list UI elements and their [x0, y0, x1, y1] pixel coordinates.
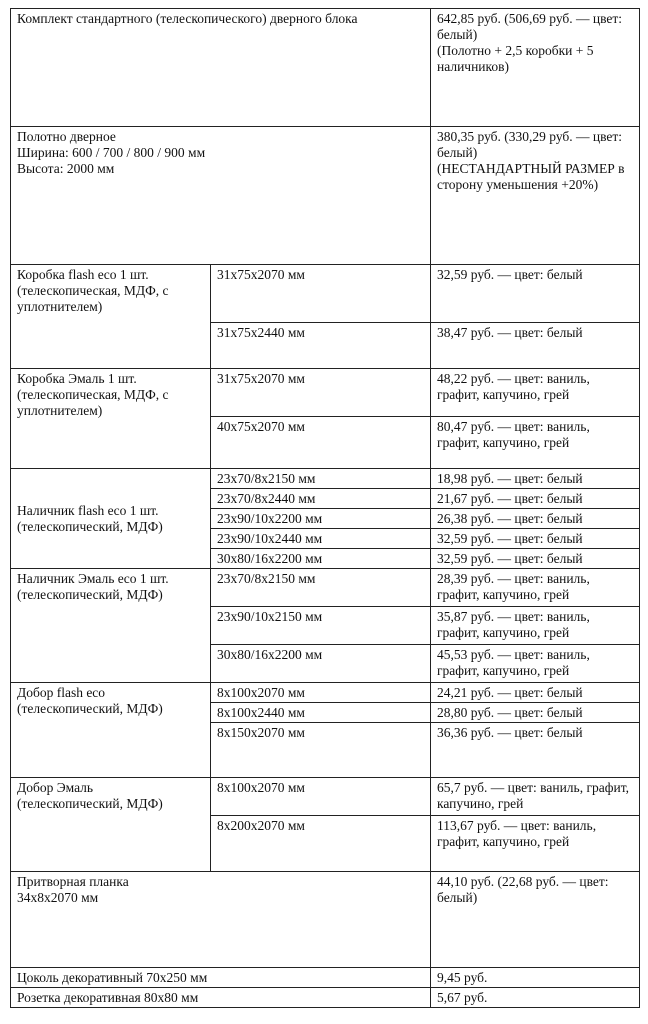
variant-price: 28,80 руб. — цвет: белый — [437, 705, 583, 720]
cell-price — [431, 549, 640, 569]
table-row-door-leaf — [11, 127, 640, 265]
cell-size — [211, 529, 431, 549]
variant-size: 23x70/8x2150 мм — [217, 471, 316, 486]
table-row-rosette — [11, 988, 640, 1008]
cell-price — [431, 489, 640, 509]
table-row-casing-flash — [11, 469, 640, 489]
variant-price: 32,59 руб. — цвет: белый — [437, 551, 583, 566]
cell-item-name — [11, 683, 211, 778]
variant-price: 26,38 руб. — цвет: белый — [437, 511, 583, 526]
item-desc: (телескопический, МДФ) — [17, 587, 163, 602]
cell-price — [431, 778, 640, 816]
cell-item-name — [11, 127, 431, 265]
variant-size: 8x100x2440 мм — [217, 705, 305, 720]
variant-price: 21,67 руб. — цвет: белый — [437, 491, 583, 506]
table-row-casing-enamel — [11, 569, 640, 607]
item-name: Наличник Эмаль eco 1 шт. — [17, 571, 169, 586]
cell-size — [211, 417, 431, 469]
variant-size: 31x75x2070 мм — [217, 371, 305, 386]
item-name: Наличник flash eco 1 шт. — [17, 503, 159, 518]
cell-size — [211, 723, 431, 778]
cell-size — [211, 323, 431, 369]
variant-size: 31x75x2440 мм — [217, 325, 305, 340]
item-name: Притворная планка — [17, 874, 129, 889]
variant-price: 32,59 руб. — цвет: белый — [437, 267, 583, 282]
cell-size — [211, 369, 431, 417]
cell-item-name — [11, 369, 211, 469]
item-note: (Полотно + 2,5 коробки + 5 наличников) — [437, 43, 594, 74]
item-name: Цоколь декоративный 70x250 мм — [17, 970, 208, 985]
variant-price: 35,87 руб. — цвет: ваниль, графит, капучино, грей — [437, 609, 590, 640]
cell-size — [211, 607, 431, 645]
cell-price — [431, 723, 640, 778]
variant-price: 45,53 руб. — цвет: ваниль, графит, капучино, грей — [437, 647, 590, 678]
item-desc: (телескопический, МДФ) — [17, 701, 163, 716]
table-row-extension-enamel — [11, 778, 640, 816]
item-price: 9,45 руб. — [437, 970, 488, 985]
variant-price: 18,98 руб. — цвет: белый — [437, 471, 583, 486]
item-desc: (телескопический, МДФ) — [17, 796, 163, 811]
cell-size — [211, 469, 431, 489]
cell-price — [431, 968, 640, 988]
cell-size — [211, 265, 431, 323]
variant-price: 38,47 руб. — цвет: белый — [437, 325, 583, 340]
cell-item-name — [11, 569, 211, 683]
cell-price — [431, 816, 640, 872]
cell-price — [431, 988, 640, 1008]
cell-item-name — [11, 968, 431, 988]
variant-size: 8x100x2070 мм — [217, 685, 305, 700]
variant-size: 31x75x2070 мм — [217, 267, 305, 282]
cell-item-name — [11, 469, 211, 569]
variant-price: 113,67 руб. — цвет: ваниль, графит, капучино, грей — [437, 818, 597, 849]
table-row-plinth — [11, 968, 640, 988]
table-row-extension-flash — [11, 683, 640, 703]
cell-size — [211, 645, 431, 683]
variant-price: 28,39 руб. — цвет: ваниль, графит, капучино, грей — [437, 571, 590, 602]
cell-price — [431, 683, 640, 703]
price-table — [10, 8, 640, 1008]
variant-size: 23x70/8x2150 мм — [217, 571, 316, 586]
cell-price — [431, 509, 640, 529]
variant-price: 65,7 руб. — цвет: ваниль, графит, капучино, грей — [437, 780, 629, 811]
variant-price: 32,59 руб. — цвет: белый — [437, 531, 583, 546]
item-width: Ширина: 600 / 700 / 800 / 900 мм — [17, 145, 206, 160]
variant-size: 8x150x2070 мм — [217, 725, 305, 740]
item-note: (НЕСТАНДАРТНЫЙ РАЗМЕР в сторону уменьшения +20%) — [437, 161, 625, 192]
variant-price: 48,22 руб. — цвет: ваниль, графит, капучино, грей — [437, 371, 590, 402]
table-row-box-flash — [11, 265, 640, 323]
item-name: Розетка декоративная 80x80 мм — [17, 990, 199, 1005]
variant-size: 30x80/16x2200 мм — [217, 551, 323, 566]
variant-price: 80,47 руб. — цвет: ваниль, графит, капучино, грей — [437, 419, 590, 450]
item-size: 34x8x2070 мм — [17, 890, 99, 905]
item-price: 5,67 руб. — [437, 990, 488, 1005]
item-name: Полотно дверное — [17, 129, 116, 144]
variant-size: 23x90/10x2150 мм — [217, 609, 323, 624]
item-height: Высота: 2000 мм — [17, 161, 115, 176]
variant-size: 30x80/16x2200 мм — [217, 647, 323, 662]
item-price: 44,10 руб. (22,68 руб. — цвет: белый) — [437, 874, 609, 905]
item-name: Добор Эмаль — [17, 780, 94, 795]
item-desc: (телескопический, МДФ) — [17, 519, 163, 534]
variant-size: 40x75x2070 мм — [217, 419, 305, 434]
table-row-box-enamel — [11, 369, 640, 417]
cell-price — [431, 645, 640, 683]
cell-price — [431, 872, 640, 968]
item-name: Коробка Эмаль 1 шт. — [17, 371, 137, 386]
variant-size: 23x90/10x2200 мм — [217, 511, 323, 526]
cell-size — [211, 489, 431, 509]
item-price: 642,85 руб. (506,69 руб. — цвет: белый) — [437, 11, 623, 42]
cell-size — [211, 816, 431, 872]
variant-size: 8x200x2070 мм — [217, 818, 305, 833]
cell-price — [431, 607, 640, 645]
item-desc: (телескопическая, МДФ, с уплотнителем) — [17, 283, 169, 314]
cell-item-name — [11, 9, 431, 127]
item-desc: (телескопическая, МДФ, с уплотнителем) — [17, 387, 169, 418]
item-price: 380,35 руб. (330,29 руб. — цвет: белый) — [437, 129, 623, 160]
item-name: Коробка flash eco 1 шт. — [17, 267, 149, 282]
cell-item-name — [11, 265, 211, 369]
cell-price — [431, 369, 640, 417]
cell-size — [211, 569, 431, 607]
item-name: Добор flash eco — [17, 685, 106, 700]
variant-size: 23x70/8x2440 мм — [217, 491, 316, 506]
variant-price: 24,21 руб. — цвет: белый — [437, 685, 583, 700]
item-name: Комплект стандартного (телескопического) дверного блока — [17, 11, 358, 26]
cell-size — [211, 683, 431, 703]
cell-size — [211, 778, 431, 816]
cell-item-name — [11, 778, 211, 872]
cell-size — [211, 703, 431, 723]
cell-price — [431, 569, 640, 607]
cell-size — [211, 549, 431, 569]
variant-size: 8x100x2070 мм — [217, 780, 305, 795]
cell-item-name — [11, 872, 431, 968]
cell-price — [431, 127, 640, 265]
cell-price — [431, 469, 640, 489]
cell-price — [431, 703, 640, 723]
variant-price: 36,36 руб. — цвет: белый — [437, 725, 583, 740]
cell-size — [211, 509, 431, 529]
cell-price — [431, 323, 640, 369]
cell-price — [431, 265, 640, 323]
cell-price — [431, 417, 640, 469]
table-row-stop-strip — [11, 872, 640, 968]
cell-price — [431, 529, 640, 549]
cell-item-name — [11, 988, 431, 1008]
variant-size: 23x90/10x2440 мм — [217, 531, 323, 546]
table-row-standard-kit — [11, 9, 640, 127]
cell-price — [431, 9, 640, 127]
